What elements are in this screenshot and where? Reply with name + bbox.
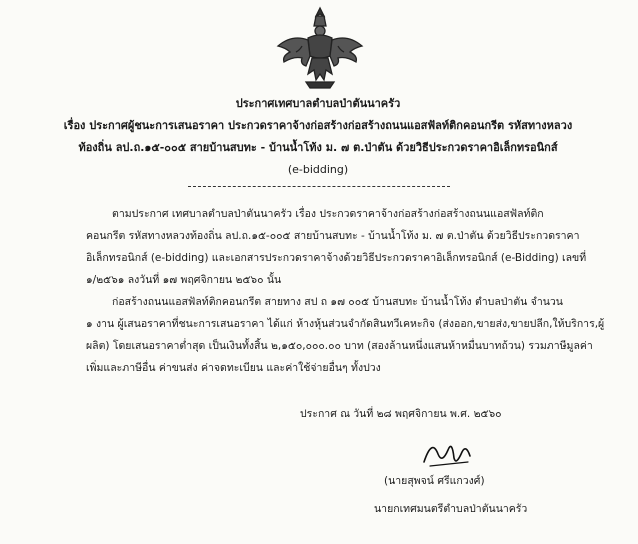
paragraph-1-line: ๑/๒๕๖๑ ลงวันที่ ๑๗ พฤศจิกายน ๒๕๖๐ นั้น <box>86 274 282 286</box>
subject-line-2: ท้องถิ่น ลป.ถ.๑๕-๐๐๕ สายบ้านสบทะ - บ้านน้ำโท้ง ม. ๗ ต.ป่าตัน ด้วยวิธีประกวดราคาอิเล็กทรอนิกส์ <box>78 141 558 154</box>
paragraph-2 <box>86 291 605 379</box>
signer-title: นายกเทศมนตรีตำบลป่าตันนาครัว <box>374 503 528 515</box>
paragraph-1-line: ตามประกาศ เทศบาลตำบลป่าตันนาครัว เรื่อง ประกวดราคาจ้างก่อสร้างก่อสร้างถนนแอสฟัลท์ติก <box>112 208 544 220</box>
paragraph-1-line: อิเล็กทรอนิกส์ (e-bidding) และเอกสารประกวดราคาจ้างด้วยวิธีประกวดราคาอิเล็กทรอนิกส์ (e-Bidding) เลขที่ <box>86 252 587 264</box>
paragraph-2-line: ก่อสร้างถนนแอสฟัลท์ติกคอนกรีต สายทาง สป ถ ๑๗ ๐๐๕ บ้านสบทะ บ้านน้ำโท้ง ตำบลป่าตัน จำนวน <box>112 296 563 308</box>
organization-heading: ประกาศเทศบาลตำบลป่าตันนาครัว <box>235 97 401 110</box>
paragraph-1-line: คอนกรีต รหัสทางหลวงท้องถิ่น ลป.ถ.๑๕-๐๐๕ สายบ้านสบทะ - บ้านน้ำโท้ง ม. ๗ ต.ป่าตัน ด้วยวิธีประกวดราคา <box>86 230 580 242</box>
paragraph-2-line: ๑ งาน ผู้เสนอราคาที่ชนะการเสนอราคา ได้แก่ ห้างหุ้นส่วนจำกัดสินทวีเคหะกิจ (ส่งออก,ขายส่ง,ขายปลีก,ให้บริการ,ผู้ <box>86 318 605 330</box>
paragraph-1 <box>86 203 586 291</box>
garuda-emblem-icon <box>272 4 368 90</box>
announcement-date: ประกาศ ณ วันที่ ๒๘ พฤศจิกายน พ.ศ. ๒๕๖๐ <box>300 408 502 420</box>
handwritten-signature-icon <box>418 432 476 472</box>
paragraph-2-line: ผลิต) โดยเสนอราคาต่ำสุด เป็นเงินทั้งสิ้น ๒,๑๕๐,๐๐๐.๐๐ บาท (สองล้านหนึ่งแสนห้าหมื่นบาทถ้วน) รวมภาษีมูลค่า <box>86 340 593 352</box>
dashed-divider <box>188 186 450 187</box>
paragraph-2-line: เพิ่มและภาษีอื่น ค่าขนส่ง ค่าจดทะเบียน และค่าใช้จ่ายอื่นๆ ทั้งปวง <box>86 362 381 374</box>
subject-line-3: (e-bidding) <box>287 163 349 176</box>
subject-line-1: เรื่อง ประกาศผู้ชนะการเสนอราคา ประกวดราคาจ้างก่อสร้างก่อสร้างถนนแอสฟัลท์ติกคอนกรีต รหัสทางหลวง <box>63 119 573 132</box>
signer-name: (นายสุพจน์ ศรีแกวงศ์) <box>384 475 485 487</box>
